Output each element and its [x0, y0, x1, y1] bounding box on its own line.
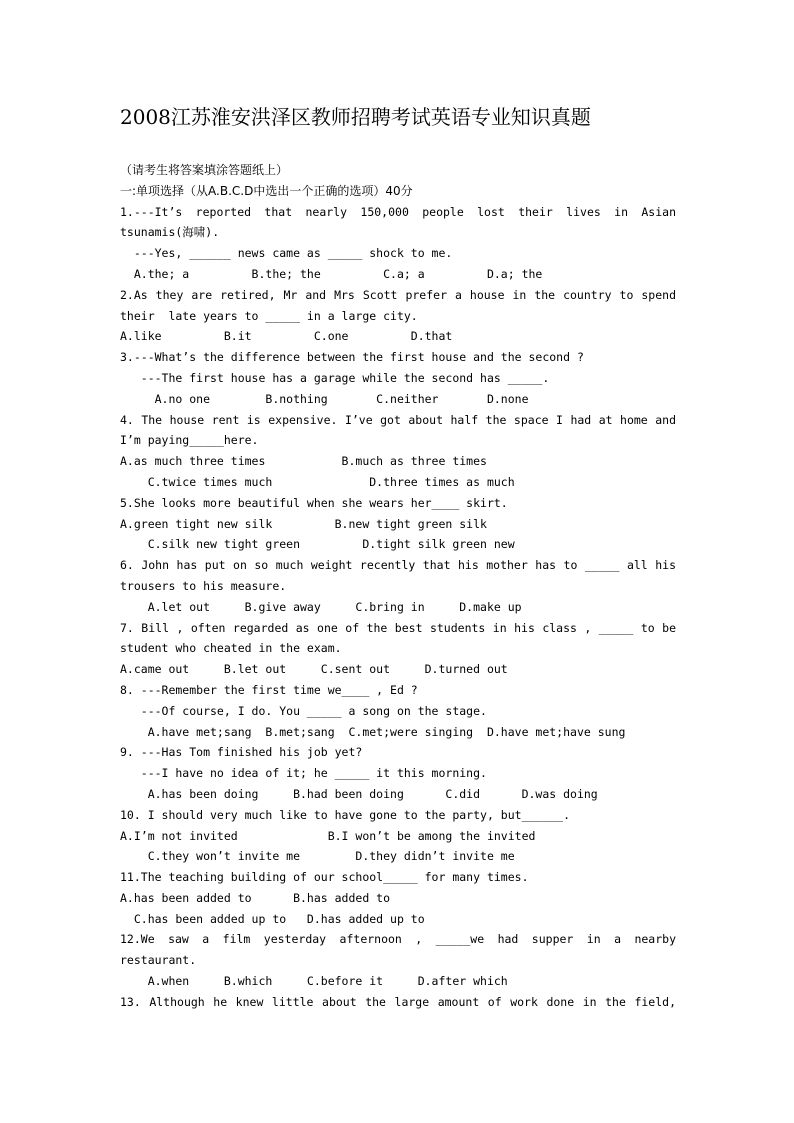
question-list	[120, 160, 676, 1013]
page-title: 2008江苏淮安洪泽区教师招聘考试英语专业知识真题	[120, 105, 591, 129]
question-line: A.let out B.give away C.bring in D.make up	[120, 599, 522, 614]
question-line: tsunamis(海啸).	[120, 225, 220, 240]
question-line: 9. ---Has Tom finished his job yet?	[120, 745, 363, 760]
question-line: 6. John has put on so much weight recently that his mother has to _____ all his	[120, 558, 676, 573]
question-line: 4. The house rent is expensive. I’ve got about half the space I had at home and	[120, 412, 676, 427]
question-line: A.has been added to B.has added to	[120, 890, 391, 905]
question-line: 10. I should very much like to have gone to the party, but______.	[120, 807, 571, 822]
question-line: 2.As they are retired, Mr and Mrs Scott prefer a house in the country to spend	[120, 287, 676, 302]
question-line: A.as much three times B.much as three times	[120, 454, 487, 469]
question-line: ---The first house has a garage while the second has _____.	[120, 370, 550, 385]
instruction-text: （请考生将答案填涂答题纸上）	[120, 163, 289, 177]
question-line: 12.We saw a film yesterday afternoon , _____we had supper in a nearby	[120, 932, 676, 947]
question-line: ---I have no idea of it; he _____ it this morning.	[120, 766, 487, 781]
question-line: C.has been added up to D.has added up to	[120, 911, 425, 926]
question-line: student who cheated in the exam.	[120, 641, 342, 656]
question-line: A.the; a B.the; the C.a; a D.a; the	[120, 266, 543, 281]
question-line: trousers to his measure.	[120, 578, 287, 593]
section-heading: 一:单项选择（从A.B.C.D中选出一个正确的选项）40分	[120, 183, 413, 198]
question-line: 3.---What’s the difference between the first house and the second ?	[120, 350, 584, 365]
question-line: A.have met;sang B.met;sang C.met;were singing D.have met;have sung	[120, 724, 626, 739]
question-line: A.like B.it C.one D.that	[120, 329, 453, 344]
question-line: restaurant.	[120, 953, 197, 968]
question-line: their late years to _____ in a large city.	[120, 308, 418, 323]
question-line: A.came out B.let out C.sent out D.turned out	[120, 662, 508, 677]
question-line: 11.The teaching building of our school_____ for many times.	[120, 870, 529, 885]
question-line: 13. Although he knew little about the large amount of work done in the field,	[120, 994, 676, 1009]
question-line: A.has been doing B.had been doing C.did D.was doing	[120, 786, 598, 801]
question-line: ---Yes, ______ news came as _____ shock to me.	[120, 246, 453, 261]
question-line: A.I’m not invited B.I won’t be among the invited	[120, 828, 536, 843]
question-line: 7. Bill , often regarded as one of the best students in his class , _____ to be	[120, 620, 676, 635]
question-line: 1.---It’s reported that nearly 150,000 people lost their lives in Asian	[120, 204, 676, 219]
question-line: C.they won’t invite me D.they didn’t invite me	[120, 849, 515, 864]
question-line: 5.She looks more beautiful when she wears her____ skirt.	[120, 495, 508, 510]
question-line: A.no one B.nothing C.neither D.none	[120, 391, 529, 406]
question-line: C.silk new tight green D.tight silk green new	[120, 537, 515, 552]
question-line: A.green tight new silk B.new tight green silk	[120, 516, 487, 531]
question-line: ---Of course, I do. You _____ a song on the stage.	[120, 703, 487, 718]
question-line: A.when B.which C.before it D.after which	[120, 974, 508, 989]
question-line: I’m paying_____here.	[120, 433, 259, 448]
question-line: C.twice times much D.three times as much	[120, 474, 515, 489]
question-line: 8. ---Remember the first time we____ , Ed ?	[120, 682, 418, 697]
